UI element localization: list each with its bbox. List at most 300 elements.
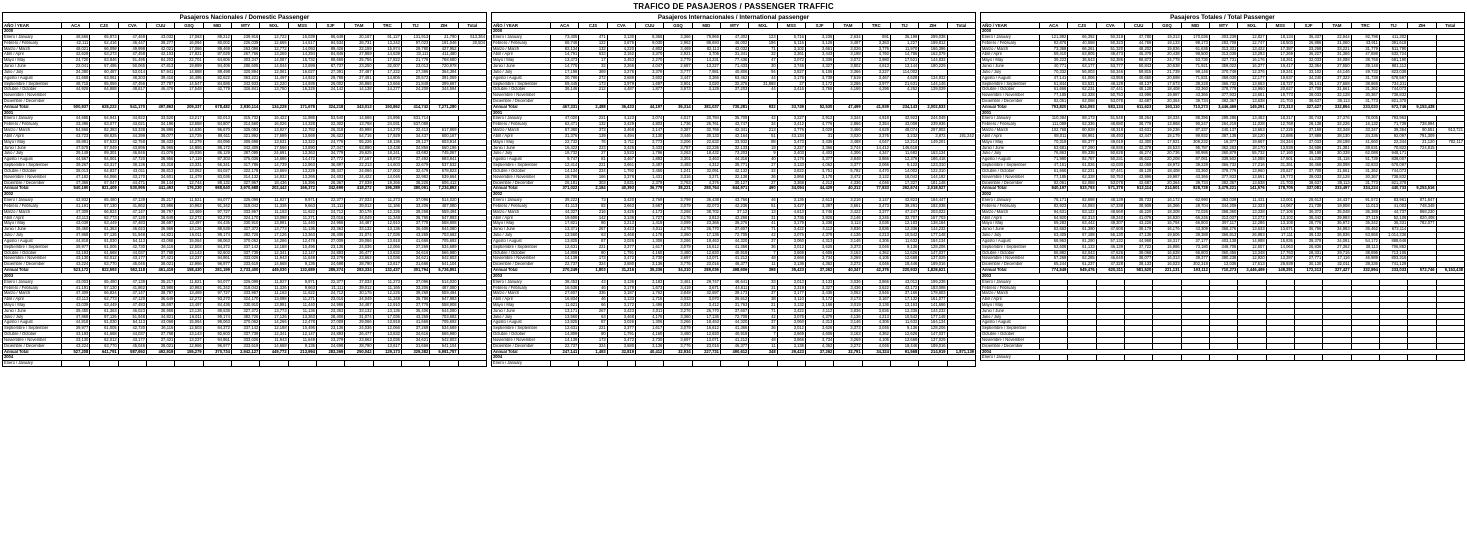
table-cell: 13,266 — [288, 174, 316, 180]
table-cell: 43,068 — [146, 238, 174, 244]
table-cell: 42,779 — [203, 87, 231, 93]
table-cell: 3,177 — [777, 291, 805, 297]
annual-total-cell: 172,313 — [1294, 268, 1322, 274]
table-cell: 3,136 — [607, 215, 635, 221]
table-cell: 13,558 — [175, 122, 203, 128]
table-cell: 89,666 — [316, 58, 344, 64]
table-cell: 61,666 — [1040, 168, 1068, 174]
table-cell: 868,230 — [1408, 209, 1436, 215]
table-cell: 13,163 — [890, 302, 918, 308]
table-cell: 38,336 — [1351, 262, 1379, 268]
table-cell: 28,776 — [1294, 221, 1322, 227]
table-cell: 43,366 — [1181, 174, 1209, 180]
table-cell: 46,274 — [1124, 151, 1152, 157]
table-cell: 57,495 — [90, 64, 118, 70]
table-cell: 12,272 — [175, 215, 203, 221]
table-cell: 487,080 — [430, 203, 458, 209]
table-row — [981, 40, 1465, 46]
table-cell: 13,960 — [1238, 168, 1266, 174]
table-cell: 33,206 — [401, 285, 429, 291]
annual-total-cell: 6,726,851 — [430, 268, 458, 274]
table-cell: 823,038 — [1379, 69, 1407, 75]
table-cell: 20,627 — [1266, 87, 1294, 93]
table-cell — [1294, 355, 1322, 361]
table-cell: 322,178 — [231, 168, 259, 174]
table-cell: 44,922 — [118, 116, 146, 122]
table-cell: 17 — [579, 58, 607, 64]
table-cell: 66,392 — [1068, 34, 1096, 40]
table-cell: 16,612 — [692, 326, 720, 332]
annual-total-cell: 193,862 — [373, 104, 401, 110]
table-cell — [1266, 355, 1294, 361]
table-cell: 17,126 — [260, 314, 288, 320]
table-cell: 13,497 — [175, 302, 203, 308]
year-label: 2003 — [492, 273, 976, 279]
column-header: TRC — [373, 23, 401, 29]
table-cell: 11,440 — [288, 302, 316, 308]
month-label: Agosto / August — [981, 238, 1040, 244]
table-cell: 34,621 — [401, 256, 429, 262]
table-cell: 3,746 — [777, 64, 805, 70]
table-cell: 14,806 — [373, 75, 401, 81]
table-cell: 382,726 — [231, 233, 259, 239]
table-cell — [1408, 355, 1436, 361]
table-cell: 24,403 — [316, 174, 344, 180]
table-cell: 22,732 — [551, 139, 579, 145]
table-cell: 36,116 — [146, 244, 174, 250]
year-label: 2002 — [981, 192, 1465, 198]
table-cell: 3,132 — [777, 302, 805, 308]
table-cell: 24,966 — [316, 302, 344, 308]
table-cell: 17,136 — [692, 314, 720, 320]
annual-total-cell: 337,081 — [1294, 186, 1322, 192]
table-cell: 65,973 — [90, 34, 118, 40]
table-cell: 3,799 — [664, 198, 692, 204]
annual-total-label: Annual Total — [492, 349, 551, 355]
table-cell: 12,214 — [890, 139, 918, 145]
month-label: Febrero / February — [981, 122, 1040, 128]
table-cell: 51,495 — [118, 58, 146, 64]
table-cell: 36,146 — [551, 87, 579, 93]
table-cell: 327,731 — [1209, 58, 1237, 64]
table-cell: 14,739 — [260, 163, 288, 169]
table-cell: 32,982 — [401, 174, 429, 180]
table-cell: 39,768 — [1351, 58, 1379, 64]
table-cell: 35,217 — [146, 279, 174, 285]
table-cell: 342,409 — [231, 145, 259, 151]
table-cell: 3,622 — [862, 285, 890, 291]
table-cell: 14,988 — [1238, 238, 1266, 244]
table-cell: 77,185 — [1040, 174, 1068, 180]
table-cell: 4,760 — [862, 52, 890, 58]
table-cell: 20,208 — [1153, 157, 1181, 163]
year-label: 2003 — [3, 273, 487, 279]
table-cell: 27,362 — [1323, 244, 1351, 250]
table-cell: 47,720 — [118, 157, 146, 163]
table-cell: 11,326 — [260, 285, 288, 291]
annual-total-cell: 513,114 — [1124, 186, 1152, 192]
table-cell: 26,896 — [1294, 40, 1322, 46]
table-cell: 139 — [579, 133, 607, 139]
table-row — [981, 157, 1465, 163]
table-cell: 53,730 — [1181, 58, 1209, 64]
table-cell: 3,946 — [862, 291, 890, 297]
table-cell: 144,232 — [919, 227, 947, 233]
table-cell: 50,231 — [1096, 157, 1124, 163]
table-cell: 166,396 — [919, 46, 947, 52]
table-cell: 22,302 — [316, 122, 344, 128]
table-cell — [635, 361, 663, 367]
month-label: Diciembre / December — [981, 262, 1040, 268]
month-label: Julio / July — [981, 69, 1040, 75]
table-cell: 3,360 — [664, 314, 692, 320]
month-label: Junio / June — [3, 145, 62, 151]
table-cell: 29,780 — [401, 46, 429, 52]
table-cell: 26,731 — [345, 40, 373, 46]
table-cell: 4,062 — [805, 163, 833, 169]
table-cell: 28,406 — [316, 314, 344, 320]
table-cell: 62,285 — [1068, 256, 1096, 262]
table-cell: 3,276 — [607, 69, 635, 75]
table-cell: 366,732 — [1209, 163, 1237, 169]
table-cell: 411,302 — [1379, 34, 1407, 40]
month-label: Agosto / August — [3, 320, 62, 326]
table-cell: 16,636 — [551, 285, 579, 291]
table-cell: 3,387 — [664, 128, 692, 134]
table-cell: 37,492 — [401, 157, 429, 163]
table-cell: 43,193 — [62, 250, 90, 256]
table-cell: 366,813 — [1209, 233, 1237, 239]
table-cell: 33,986 — [146, 203, 174, 209]
table-cell: 87,081 — [1181, 157, 1209, 163]
table-cell: 14,786 — [890, 52, 918, 58]
table-cell: 13,671 — [1266, 227, 1294, 233]
table-cell: 21 — [749, 302, 777, 308]
table-cell: 366,732 — [1209, 81, 1237, 87]
table-cell: 80 — [579, 250, 607, 256]
table-cell: 12,177 — [1238, 75, 1266, 81]
table-cell: 14,266 — [260, 320, 288, 326]
table-cell: 19,506 — [1153, 233, 1181, 239]
table-cell: 327,967 — [231, 180, 259, 186]
table-cell: 566,980 — [430, 250, 458, 256]
table-cell: 46,377 — [720, 343, 748, 349]
table-cell: 3,378 — [607, 174, 635, 180]
table-cell: 47,608 — [1096, 227, 1124, 233]
month-label: Enero / January — [492, 361, 551, 367]
table-cell: 19,773 — [1266, 174, 1294, 180]
table-cell: 314,560 — [231, 122, 259, 128]
table-cell: 3,146 — [834, 215, 862, 221]
annual-total-cell: 141,576 — [1238, 186, 1266, 192]
table-cell: 13,638 — [1238, 180, 1266, 186]
table-cell: 18,463 — [692, 320, 720, 326]
table-cell: 4,136 — [834, 233, 862, 239]
table-cell: 89,212 — [203, 34, 231, 40]
table-cell: 3,466 — [635, 168, 663, 174]
table-cell: 66,824 — [90, 209, 118, 215]
table-cell: 23,136 — [316, 244, 344, 250]
table-cell: 18,261 — [1266, 58, 1294, 64]
year-label: 2003 — [981, 273, 1465, 279]
table-cell: 36,406 — [401, 227, 429, 233]
table-cell: 37,119 — [1351, 215, 1379, 221]
table-cell: 87 — [579, 238, 607, 244]
table-cell: 37 — [749, 238, 777, 244]
table-cell: 72,709 — [720, 233, 748, 239]
annual-total-cell: 828,728 — [1181, 186, 1209, 192]
table-cell: 13,633 — [1238, 227, 1266, 233]
table-cell: 12,272 — [175, 297, 203, 303]
column-header: CJS — [90, 23, 118, 29]
table-cell: 30,468 — [1294, 163, 1322, 169]
month-label: Mayo / May — [492, 139, 551, 145]
table-cell: 33,111 — [401, 52, 429, 58]
table-cell: 40,919 — [720, 250, 748, 256]
table-cell: 18,170 — [1238, 145, 1266, 151]
table-cell: 3,736 — [777, 215, 805, 221]
table-cell: 13,638 — [1266, 145, 1294, 151]
table-cell: 39,132 — [1294, 233, 1322, 239]
table-cell: 283,708 — [1209, 40, 1237, 46]
table-cell: 3,099 — [664, 221, 692, 227]
table-cell: 3,136 — [635, 262, 663, 268]
column-header: GSQ — [664, 23, 692, 29]
table-cell: 16,495 — [175, 75, 203, 81]
table-cell: 18,446 — [890, 343, 918, 349]
column-header: CVA — [118, 23, 146, 29]
table-cell: 72,026 — [1181, 209, 1209, 215]
table-cell: 3,133 — [805, 279, 833, 285]
annual-total-cell: 132,689 — [288, 268, 316, 274]
table-cell: 48,129 — [1096, 81, 1124, 87]
column-header: TIJ — [890, 23, 918, 29]
table-cell: 3,763 — [664, 180, 692, 186]
annual-total-cell: 220,932 — [890, 268, 918, 274]
month-label: Diciembre / December — [3, 343, 62, 349]
month-label: Agosto / August — [981, 75, 1040, 81]
table-cell: 47,141 — [1040, 75, 1068, 81]
table-cell: 84,436 — [203, 221, 231, 227]
table-cell: 11,348 — [373, 297, 401, 303]
table-row — [981, 233, 1465, 239]
month-label: Enero / January — [492, 116, 551, 122]
table-cell: 13,287 — [1266, 256, 1294, 262]
table-cell: 18,972 — [1153, 163, 1181, 169]
table-cell: 17,132 — [890, 297, 918, 303]
table-cell: 3,429 — [607, 122, 635, 128]
month-label: Enero / January — [981, 198, 1040, 204]
table-cell: 19,133 — [1153, 40, 1181, 46]
table-row — [981, 244, 1465, 250]
table-cell: 703,692 — [430, 233, 458, 239]
table-cell: 19,908 — [1323, 203, 1351, 209]
table-cell: 3,663 — [607, 203, 635, 209]
table-cell: 24,778 — [1153, 58, 1181, 64]
table-cell: 61,363 — [90, 227, 118, 233]
table-cell: 39,993 — [1323, 215, 1351, 221]
table-cell: 820,408 — [1408, 215, 1436, 221]
table-cell — [1096, 355, 1124, 361]
month-label: Octubre / October — [492, 250, 551, 256]
table-cell: 3,769 — [635, 198, 663, 204]
table-cell: 12,744 — [175, 180, 203, 186]
table-cell: 3,487 — [635, 163, 663, 169]
table-cell: 24,896 — [373, 116, 401, 122]
table-cell: 61,026 — [1068, 163, 1096, 169]
table-cell: 3,980 — [862, 58, 890, 64]
table-cell: 16,377 — [1209, 139, 1237, 145]
table-cell: 37,421 — [146, 337, 174, 343]
month-label: Junio / June — [492, 145, 551, 151]
column-header: TIJ — [1379, 23, 1407, 29]
table-cell: 318,042 — [231, 285, 259, 291]
annual-total-cell: 7,271,280 — [430, 104, 458, 110]
table-cell: 378,779 — [1209, 168, 1237, 174]
table-cell: 13,991 — [260, 221, 288, 227]
table-cell: 17,116 — [1323, 256, 1351, 262]
table-cell: 92,603 — [203, 250, 231, 256]
annual-total-cell: 533,793 — [1068, 186, 1096, 192]
table-cell: 13,269 — [260, 52, 288, 58]
table-cell: 89,469 — [203, 46, 231, 52]
table-cell: 38,813 — [146, 168, 174, 174]
table-cell: 39,144 — [146, 180, 174, 186]
annual-total-row — [3, 349, 487, 355]
column-header: AÑO / YEAR — [981, 23, 1040, 29]
annual-total-cell: 541,170 — [118, 104, 146, 110]
month-label: Abril / April — [981, 52, 1040, 58]
table-cell — [203, 361, 231, 367]
table-cell — [1181, 355, 1209, 361]
table-cell: 49,473 — [1096, 52, 1124, 58]
table-cell: 38,697 — [146, 221, 174, 227]
table-cell: 48 — [749, 337, 777, 343]
table-cell: 11,166 — [373, 285, 401, 291]
month-label: Agosto / August — [492, 320, 551, 326]
table-cell: 39,450 — [62, 308, 90, 314]
table-cell: 360,455 — [1209, 250, 1237, 256]
table-cell: 56,882 — [1040, 250, 1068, 256]
annual-total-cell: 31,216 — [607, 268, 635, 274]
table-cell: 360,879 — [1209, 151, 1237, 157]
table-cell: 4,176 — [635, 233, 663, 239]
table-cell: 64,941 — [90, 116, 118, 122]
table-cell: 71,739 — [1379, 122, 1407, 128]
table-cell: 19,637 — [1266, 75, 1294, 81]
month-label: Noviembre / November — [981, 93, 1040, 99]
month-label: Enero / January — [3, 198, 62, 204]
table-cell: 13,348 — [1238, 250, 1266, 256]
annual-total-cell: 155,279 — [175, 349, 203, 355]
month-label: Enero / January — [492, 198, 551, 204]
annual-total-cell: 3,446,469 — [1209, 104, 1237, 110]
table-cell: 1,496 — [635, 302, 663, 308]
table-cell: 42,687 — [1124, 99, 1152, 105]
table-cell: 13,918 — [373, 238, 401, 244]
table-cell: 24,720 — [62, 58, 90, 64]
table-cell: 36,968 — [146, 227, 174, 233]
table-cell: 33,206 — [401, 203, 429, 209]
table-cell: 30,372 — [1294, 209, 1322, 215]
table-cell: 23,016 — [692, 262, 720, 268]
table-cell: 16,011 — [175, 314, 203, 320]
table-cell: 71,921 — [1181, 64, 1209, 70]
month-label: Agosto / August — [3, 157, 62, 163]
table-cell: 3,836 — [862, 227, 890, 233]
table-cell: 10,496 — [288, 326, 316, 332]
table-cell: 36,966 — [146, 145, 174, 151]
column-header: ZIH — [919, 23, 947, 29]
table-cell: 263,096 — [231, 46, 259, 52]
table-cell: 333,619 — [231, 343, 259, 349]
table-cell: 189,016 — [919, 343, 947, 349]
table-cell: 4,629 — [890, 75, 918, 81]
table-cell — [1040, 355, 1068, 361]
table-header-row — [981, 23, 1465, 29]
table-cell: 3,012 — [777, 244, 805, 250]
table-cell: 62,990 — [1181, 198, 1209, 204]
table-cell: 363,039 — [1209, 198, 1237, 204]
month-label: Junio / June — [981, 227, 1040, 233]
table-cell: 36,116 — [146, 326, 174, 332]
column-header: Total — [458, 23, 486, 29]
table-cell: 46,476 — [146, 87, 174, 93]
table-cell: 36,276 — [720, 221, 748, 227]
table-row — [981, 256, 1465, 262]
table-cell: 18,432 — [692, 151, 720, 157]
annual-total-cell: 301,794 — [401, 268, 429, 274]
table-cell: 544,080 — [430, 308, 458, 314]
table-cell: 12,478 — [288, 238, 316, 244]
table-cell: 21,111 — [316, 203, 344, 209]
table-cell: 30,176 — [345, 209, 373, 215]
table-cell: 47 — [749, 58, 777, 64]
table-cell: 80,002 — [203, 40, 231, 46]
table-cell: 3,447 — [664, 75, 692, 81]
table-cell: 22,344 — [1379, 139, 1407, 145]
table-cell: 43,723 — [62, 133, 90, 139]
table-cell: 43,631 — [1124, 128, 1152, 134]
column-header: MXL — [749, 23, 777, 29]
table-cell: 99,173 — [1181, 40, 1209, 46]
month-label: Septiembre / September — [3, 81, 62, 87]
panel-title: Pasajeros Internacionales / International passenger — [491, 12, 976, 22]
table-cell: 28,198 — [1323, 139, 1351, 145]
table-cell: 88 — [749, 139, 777, 145]
annual-total-cell: 34,324 — [862, 349, 890, 355]
table-cell: 44,037 — [118, 332, 146, 338]
annual-total-cell: 620,311 — [1096, 268, 1124, 274]
table-cell: 4,313 — [805, 238, 833, 244]
table-cell: 14,279 — [175, 139, 203, 145]
table-cell: 3,361 — [777, 52, 805, 58]
table-cell: 102,768 — [1040, 128, 1068, 134]
table-cell: 3,412 — [692, 302, 720, 308]
table-cell: 37,778 — [401, 221, 429, 227]
table-cell: 3,787 — [664, 145, 692, 151]
table-cell: 17,198 — [551, 69, 579, 75]
table-cell: 138,184 — [919, 221, 947, 227]
table-cell: 3,020 — [834, 133, 862, 139]
table-cell: 27,167 — [345, 157, 373, 163]
table-cell: 47,302 — [720, 34, 748, 40]
table-cell: 11,622 — [288, 209, 316, 215]
annual-total-cell: 9,253,516 — [1408, 186, 1436, 192]
table-cell: 89,611 — [203, 133, 231, 139]
table-cell: 43,996 — [1124, 93, 1152, 99]
table-cell: 98,063 — [203, 238, 231, 244]
